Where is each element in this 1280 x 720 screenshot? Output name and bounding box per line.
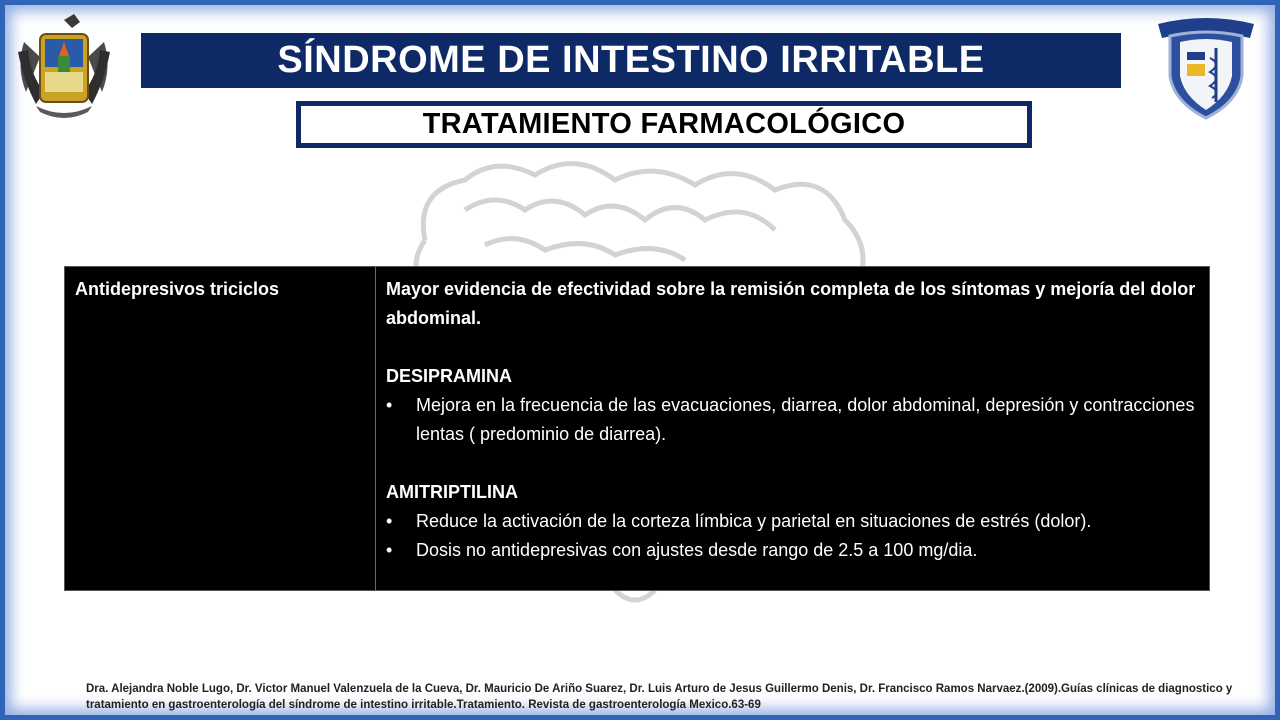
intro-text: Mayor evidencia de efectividad sobre la remisión completa de los síntomas y mejoría del dolor abdominal.: [386, 279, 1196, 328]
list-item: [386, 507, 1199, 536]
shield-caduceus-icon: [1150, 10, 1262, 122]
eagle-crest-icon: [14, 12, 114, 122]
citation-footnote: Dra. Alejandra Noble Lugo, Dr. Victor Manuel Valenzuela de la Cueva, Dr. Mauricio De Ariño Suarez, Dr. Luis Arturo de Jesus Guillermo Denis, Dr. Francisco Ramos Narvaez.(2009).Guías clínicas de diagnostico y tratamiento en gastroenterología del síndrome de intestino irritable.Tratamiento. Revista de gastroenterología Mexico.63-69: [86, 683, 1233, 711]
bullet-text: Mejora en la frecuencia de las evacuaciones, diarrea, dolor abdominal, depresión y contracciones lentas ( predominio de diarrea).: [416, 395, 1195, 444]
table-detail-cell: [376, 267, 1209, 590]
bullet-text: Dosis no antidepresivas con ajustes desde rango de 2.5 a 100 mg/dia.: [416, 540, 978, 560]
bullet-icon: •: [386, 395, 393, 415]
page-title: SÍNDROME DE INTESTINO IRRITABLE: [141, 33, 1121, 88]
table-category-cell: Antidepresivos triciclos: [65, 267, 376, 590]
drug-name-desipramina: DESIPRAMINA: [386, 366, 513, 386]
bullet-text: Reduce la activación de la corteza límbica y parietal en situaciones de estrés (dolor).: [416, 511, 1092, 531]
bullet-icon: •: [386, 511, 393, 531]
list-item: [386, 536, 1199, 565]
treatment-table: [64, 266, 1210, 591]
list-item: [386, 391, 1199, 449]
bullet-icon: •: [386, 540, 393, 560]
section-subtitle: TRATAMIENTO FARMACOLÓGICO: [296, 101, 1032, 148]
drug-name-amitriptilina: AMITRIPTILINA: [386, 482, 518, 502]
